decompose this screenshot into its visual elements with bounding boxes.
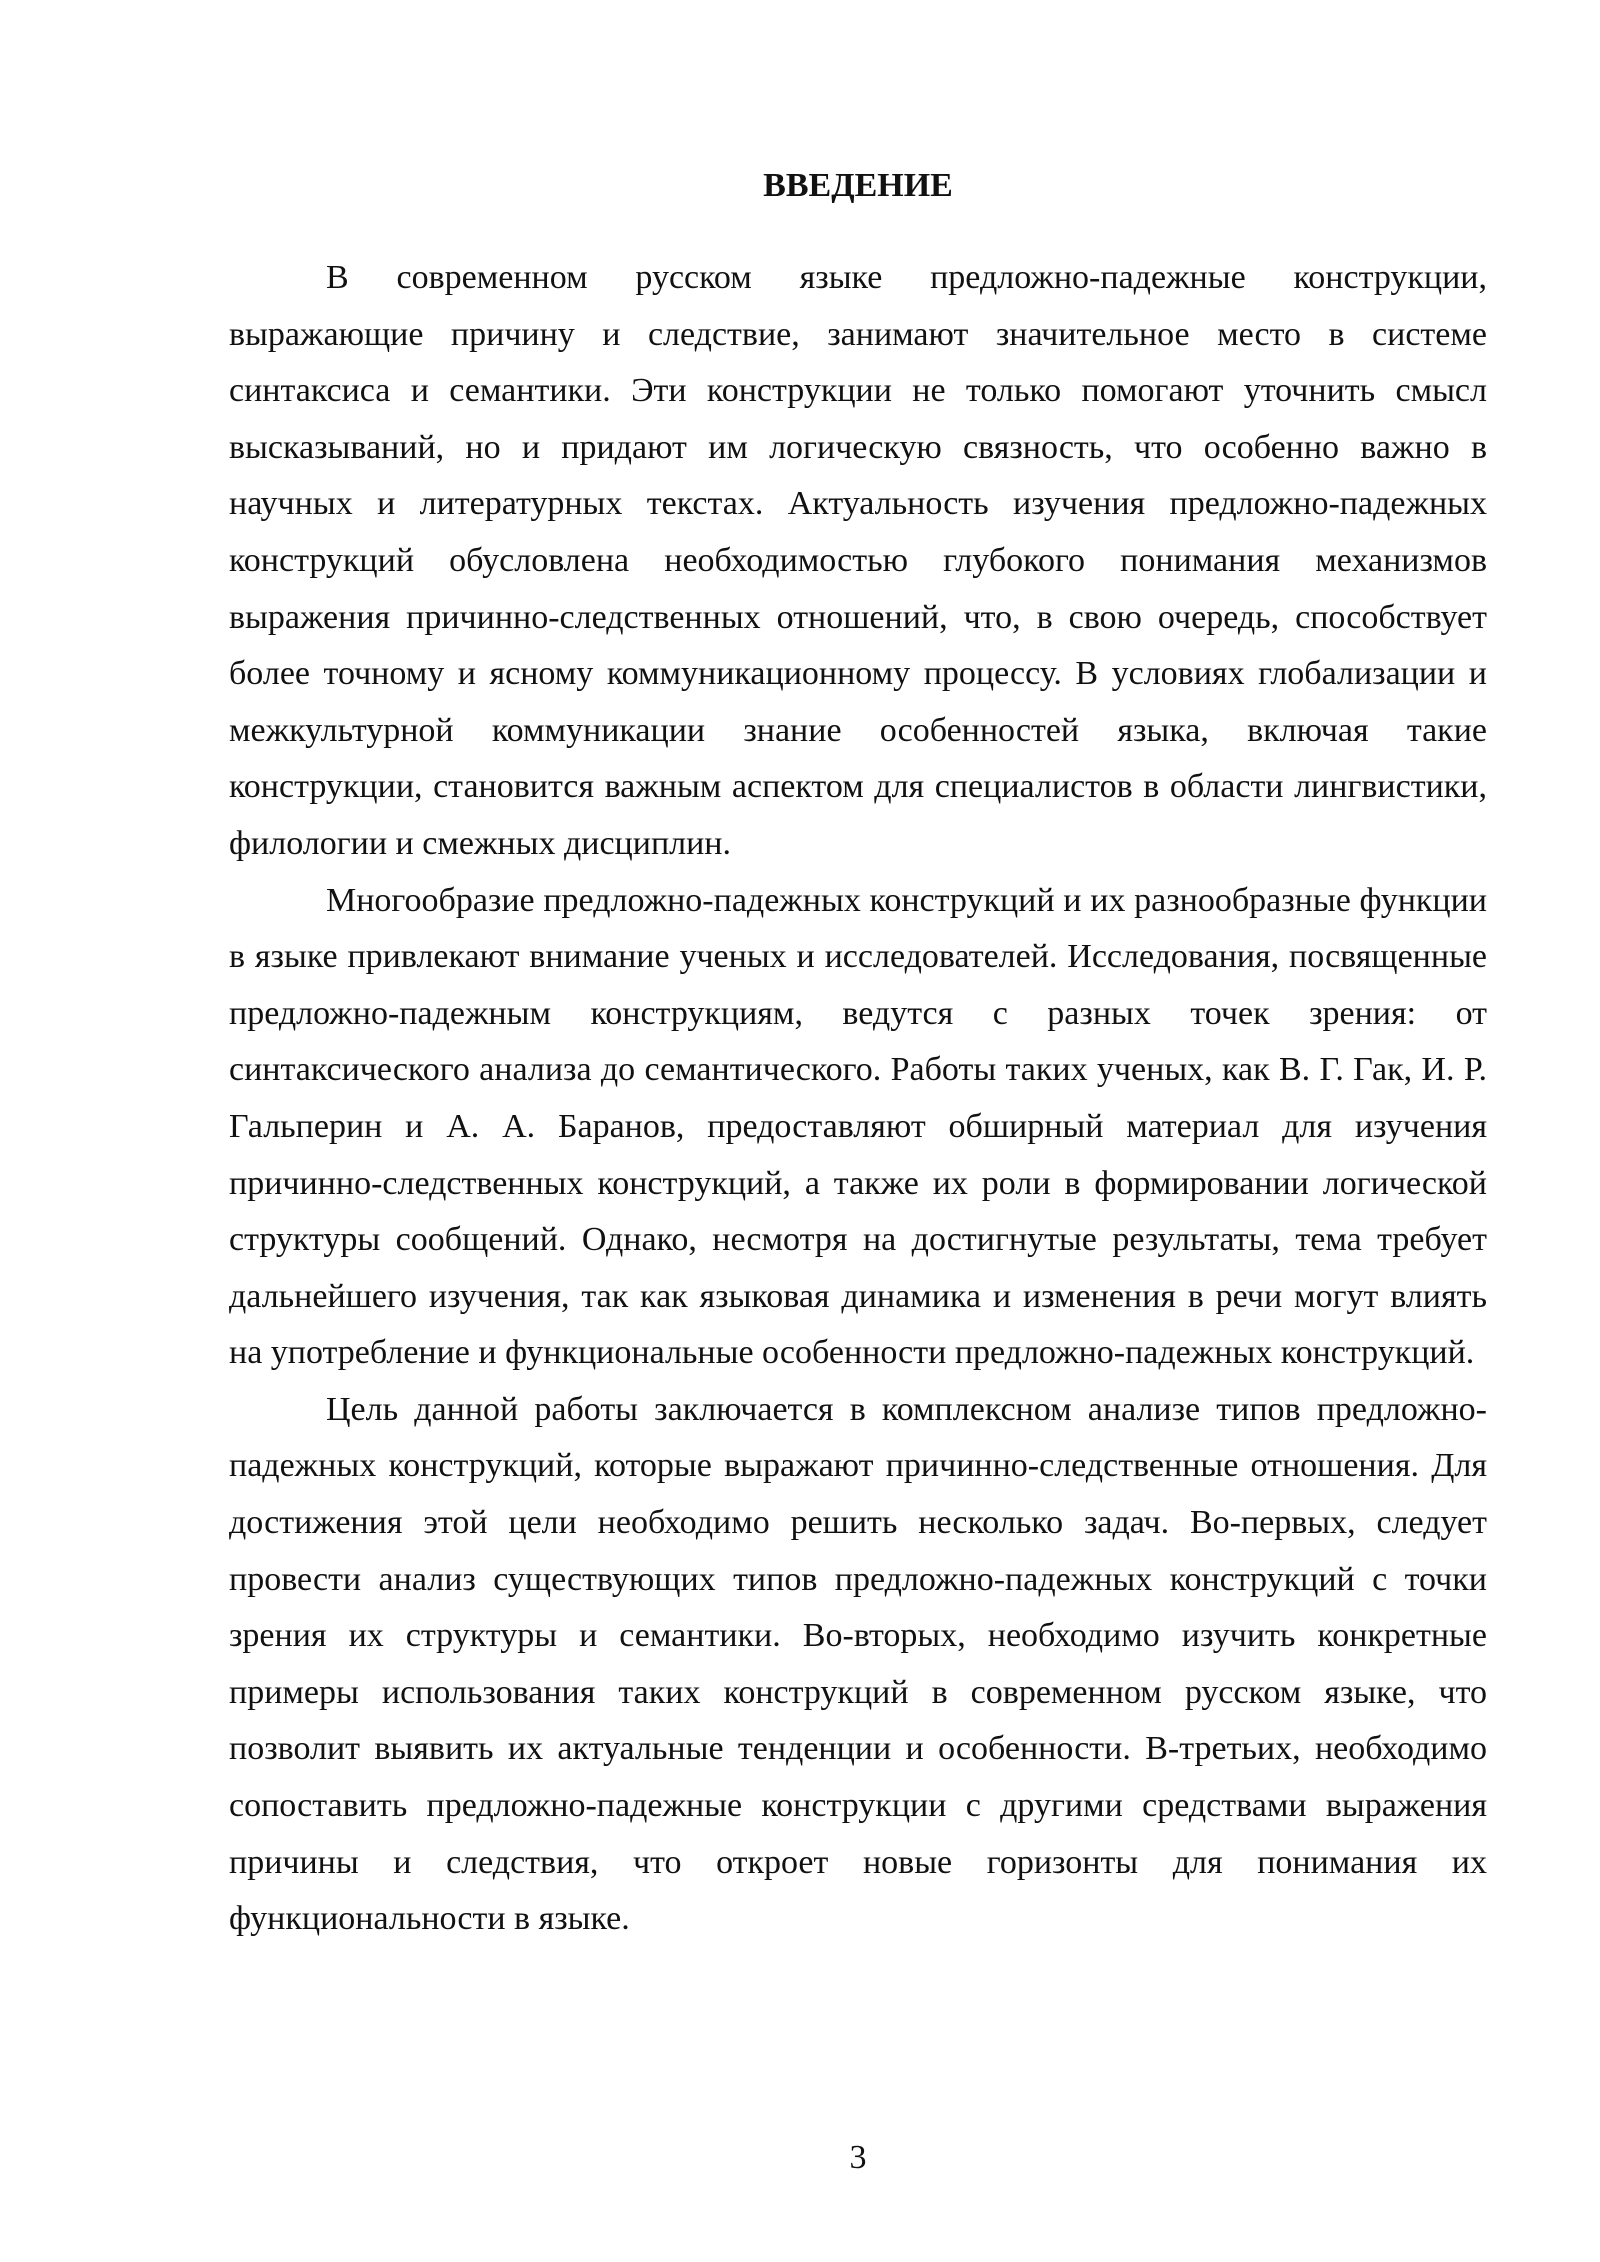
paragraph-1: В современном русском языке предложно-падежные конструкции, выражающие причину и следствие, занимают значительное место в системе синтаксиса и семантики. Эти конструкции не только помогают уточнить смысл высказываний, но и придают им логическую связность, что особенно важно в научных и литературных текстах. Актуальность изучения предложно-падежных конструкций обусловлена необходимостью глубокого понимания механизмов выражения причинно-следственных отношений, что, в свою очередь, способствует более точному и ясному коммуникационному процессу. В условиях глобализации и межкультурной коммуникации знание особенностей языка, включая такие конструкции, становится важным аспектом для специалистов в области лингвистики, филологии и смежных дисциплин. [229, 259, 1487, 862]
document-body [229, 250, 1487, 1948]
page-title: ВВЕДЕНИЕ [763, 167, 953, 204]
paragraph-3: Цель данной работы заключается в комплексном анализе типов предложно-падежных конструкций, которые выражают причинно-следственные отношения. Для достижения этой цели необходимо решить несколько задач. Во-первых, следует провести анализ существующих типов предложно-падежных конструкций с точки зрения их структуры и семантики. Во-вторых, необходимо изучить конкретные примеры использования таких конструкций в современном русском языке, что позволит выявить их актуальные тенденции и особенности. В-третьих, необходимо сопоставить предложно-падежные конструкции с другими средствами выражения причины и следствия, что откроет новые горизонты для понимания их функциональности в языке. [229, 1390, 1487, 1938]
page-number: 3 [849, 2139, 867, 2176]
paragraph-2: Многообразие предложно-падежных конструкций и их разнообразные функции в языке привлекают внимание ученых и исследователей. Исследования, посвященные предложно-падежным конструкциям, ведутся с разных точек зрения: от синтаксического анализа до семантического. Работы таких ученых, как В. Г. Гак, И. Р. Гальперин и А. А. Баранов, предоставляют обширный материал для изучения причинно-следственных конструкций, а также их роли в формировании логической структуры сообщений. Однако, несмотря на достигнутые результаты, тема требует дальнейшего изучения, так как языковая динамика и изменения в речи могут влиять на употребление и функциональные особенности предложно-падежных конструкций. [229, 881, 1487, 1372]
